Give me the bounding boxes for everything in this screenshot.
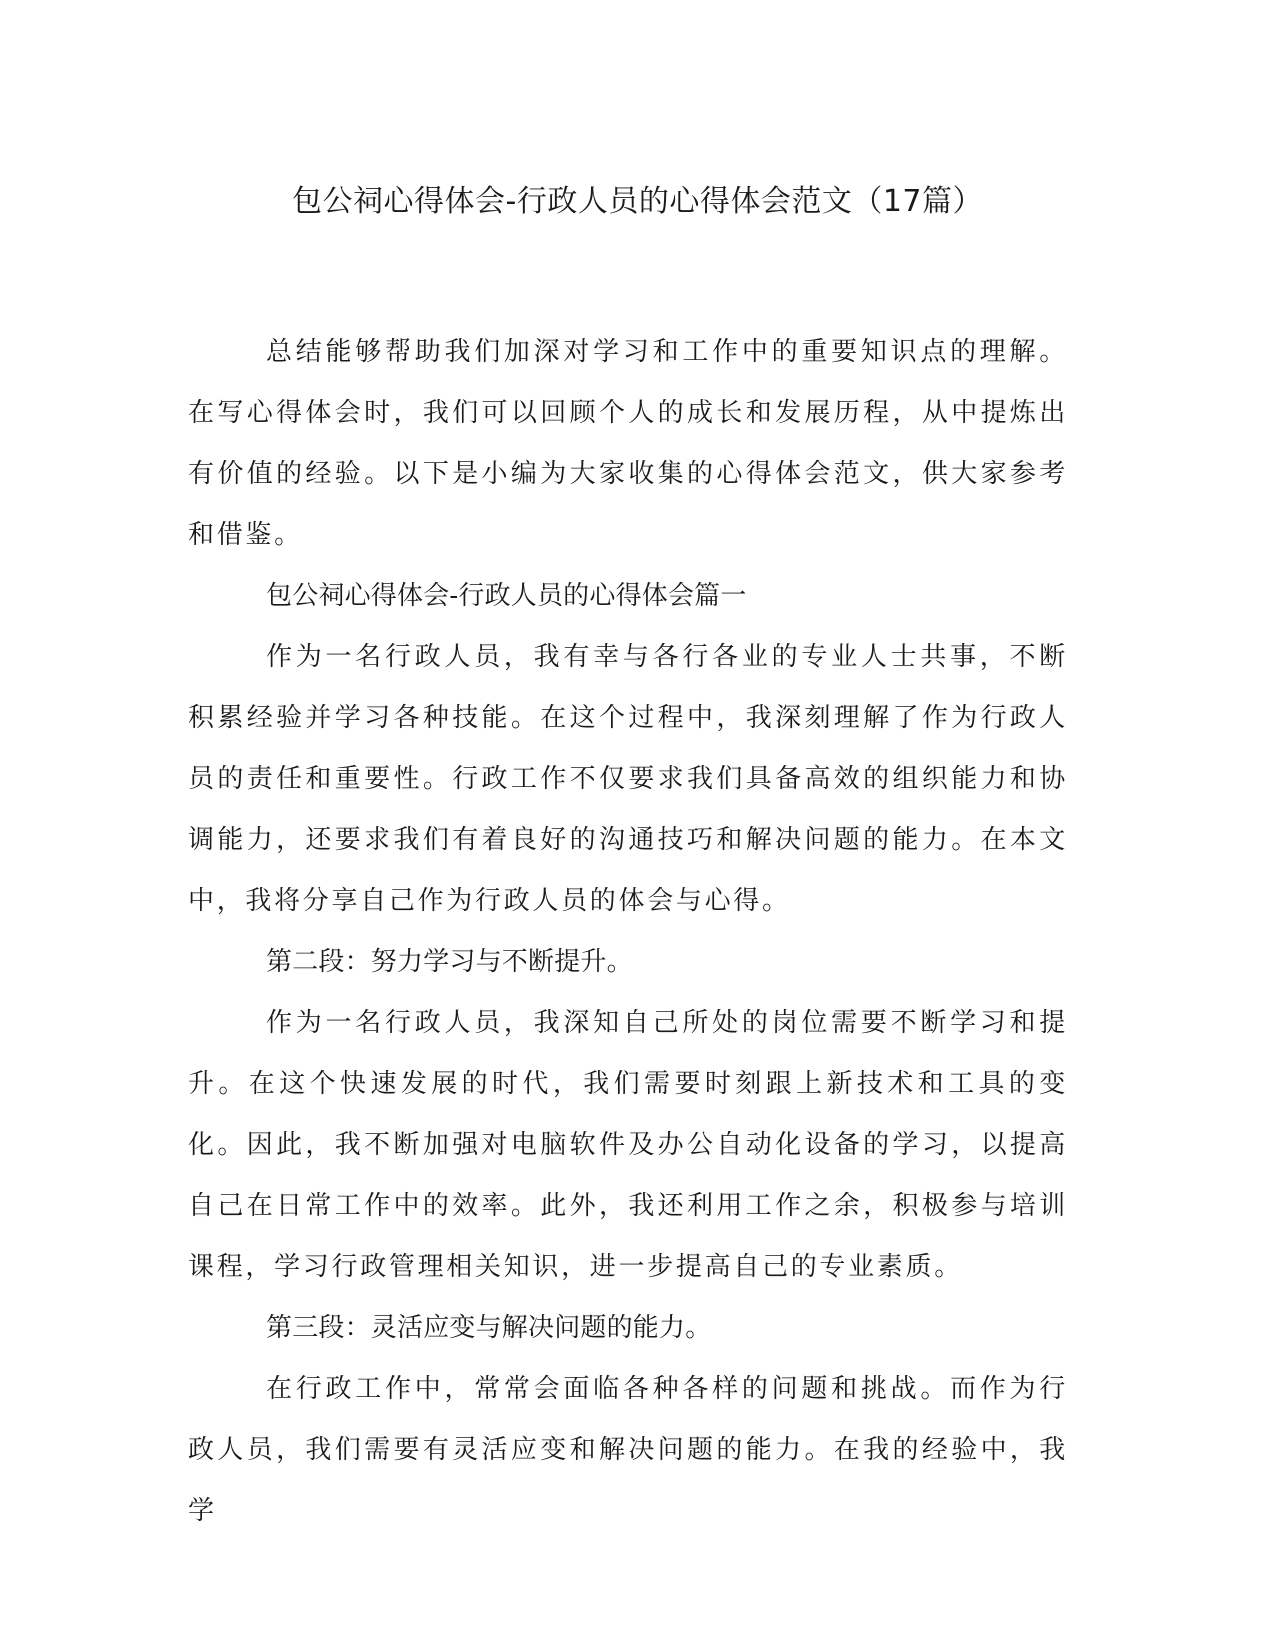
section-1-paragraph: 作为一名行政人员，我有幸与各行各业的专业人士共事，不断积累经验并学习各种技能。在这个过程中，我深刻理解了作为行政人员的责任和重要性。行政工作不仅要求我们具备高效的组织能力和协调能力，还要求我们有着良好的沟通技巧和解决问题的能力。在本文中，我将分享自己作为行政人员的体会与心得。 xyxy=(188,642,1068,916)
section-3-paragraph: 在行政工作中，常常会面临各种各样的问题和挑战。而作为行政人员，我们需要有灵活应变和解决问题的能力。在我的经验中，我学 xyxy=(188,1374,1068,1526)
section-2-paragraph: 作为一名行政人员，我深知自己所处的岗位需要不断学习和提升。在这个快速发展的时代，我们需要时刻跟上新技术和工具的变化。因此，我不断加强对电脑软件及办公自动化设备的学习，以提高自己在日常工作中的效率。此外，我还利用工作之余，积极参与培训课程，学习行政管理相关知识，进一步提高自己的专业素质。 xyxy=(188,1008,1068,1282)
document-title: 包公祠心得体会-行政人员的心得体会范文（17篇） xyxy=(292,184,983,219)
document-body xyxy=(188,322,1068,1542)
section-2-heading: 第二段：努力学习与不断提升。 xyxy=(266,947,633,977)
intro-paragraph: 总结能够帮助我们加深对学习和工作中的重要知识点的理解。在写心得体会时，我们可以回顾个人的成长和发展历程，从中提炼出有价值的经验。以下是小编为大家收集的心得体会范文，供大家参考和借鉴。 xyxy=(188,337,1068,550)
section-3-heading: 第三段：灵活应变与解决问题的能力。 xyxy=(266,1313,712,1343)
section-1-heading: 包公祠心得体会-行政人员的心得体会篇一 xyxy=(266,581,747,611)
